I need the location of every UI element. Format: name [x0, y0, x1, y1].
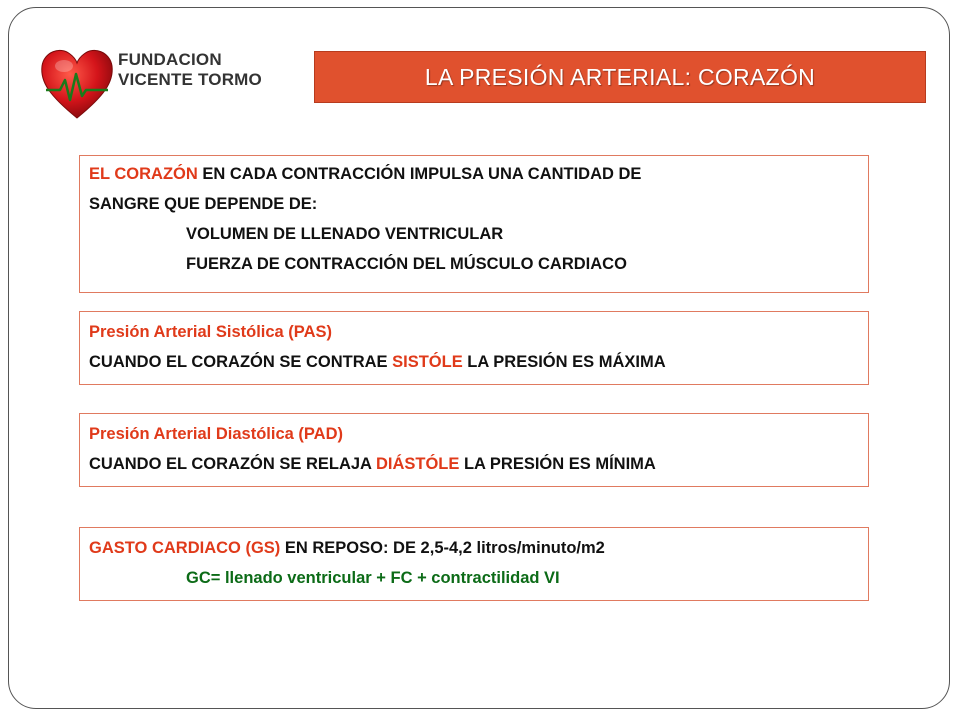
diastolic-post: LA PRESIÓN ES MÍNIMA — [459, 455, 656, 473]
box1-line-2: SANGRE QUE DEPENDE DE: — [89, 195, 318, 213]
cardiac-output-formula: GC= llenado ventricular + FC + contractilidad VI — [186, 569, 560, 587]
systolic-line — [89, 347, 868, 377]
fundacion-logo — [38, 44, 278, 124]
systolic-highlight: SISTÓLE — [392, 353, 463, 371]
cardiac-output-box — [79, 527, 869, 601]
page-title: LA PRESIÓN ARTERIAL: CORAZÓN — [424, 63, 816, 90]
diastolic-pre: CUANDO EL CORAZÓN SE RELAJA — [89, 455, 376, 473]
diastolic-heading: Presión Arterial Diastólica (PAD) — [89, 425, 343, 443]
logo-text — [118, 50, 262, 90]
systolic-post: LA PRESIÓN ES MÁXIMA — [462, 353, 666, 371]
box1-item-1: VOLUMEN DE LLENADO VENTRICULAR — [186, 225, 504, 243]
box1-line-1 — [89, 159, 868, 189]
box1-item-2: FUERZA DE CONTRACCIÓN DEL MÚSCULO CARDIACO — [186, 255, 627, 273]
title-banner — [314, 51, 926, 103]
box1-highlight: EL CORAZÓN — [89, 165, 198, 183]
diastolic-highlight: DIÁSTÓLE — [375, 455, 460, 473]
diastolic-box — [79, 413, 869, 487]
diastolic-line — [89, 449, 868, 479]
box1-line-1-text: EN CADA CONTRACCIÓN IMPULSA UNA CANTIDAD DE — [197, 165, 642, 183]
systolic-box — [79, 311, 869, 385]
cardiac-output-rest: EN REPOSO: DE 2,5-4,2 litros/minuto/m2 — [280, 539, 605, 557]
logo-line-1: FUNDACION — [118, 50, 222, 69]
cardiac-output-highlight: GASTO CARDIACO (GS) — [89, 539, 281, 557]
heart-contraction-box — [79, 155, 869, 293]
systolic-heading: Presión Arterial Sistólica (PAS) — [89, 323, 332, 341]
heart-icon — [38, 44, 116, 124]
logo-line-2: VICENTE TORMO — [118, 70, 262, 89]
systolic-pre: CUANDO EL CORAZÓN SE CONTRAE — [89, 353, 393, 371]
cardiac-output-line — [89, 533, 868, 563]
